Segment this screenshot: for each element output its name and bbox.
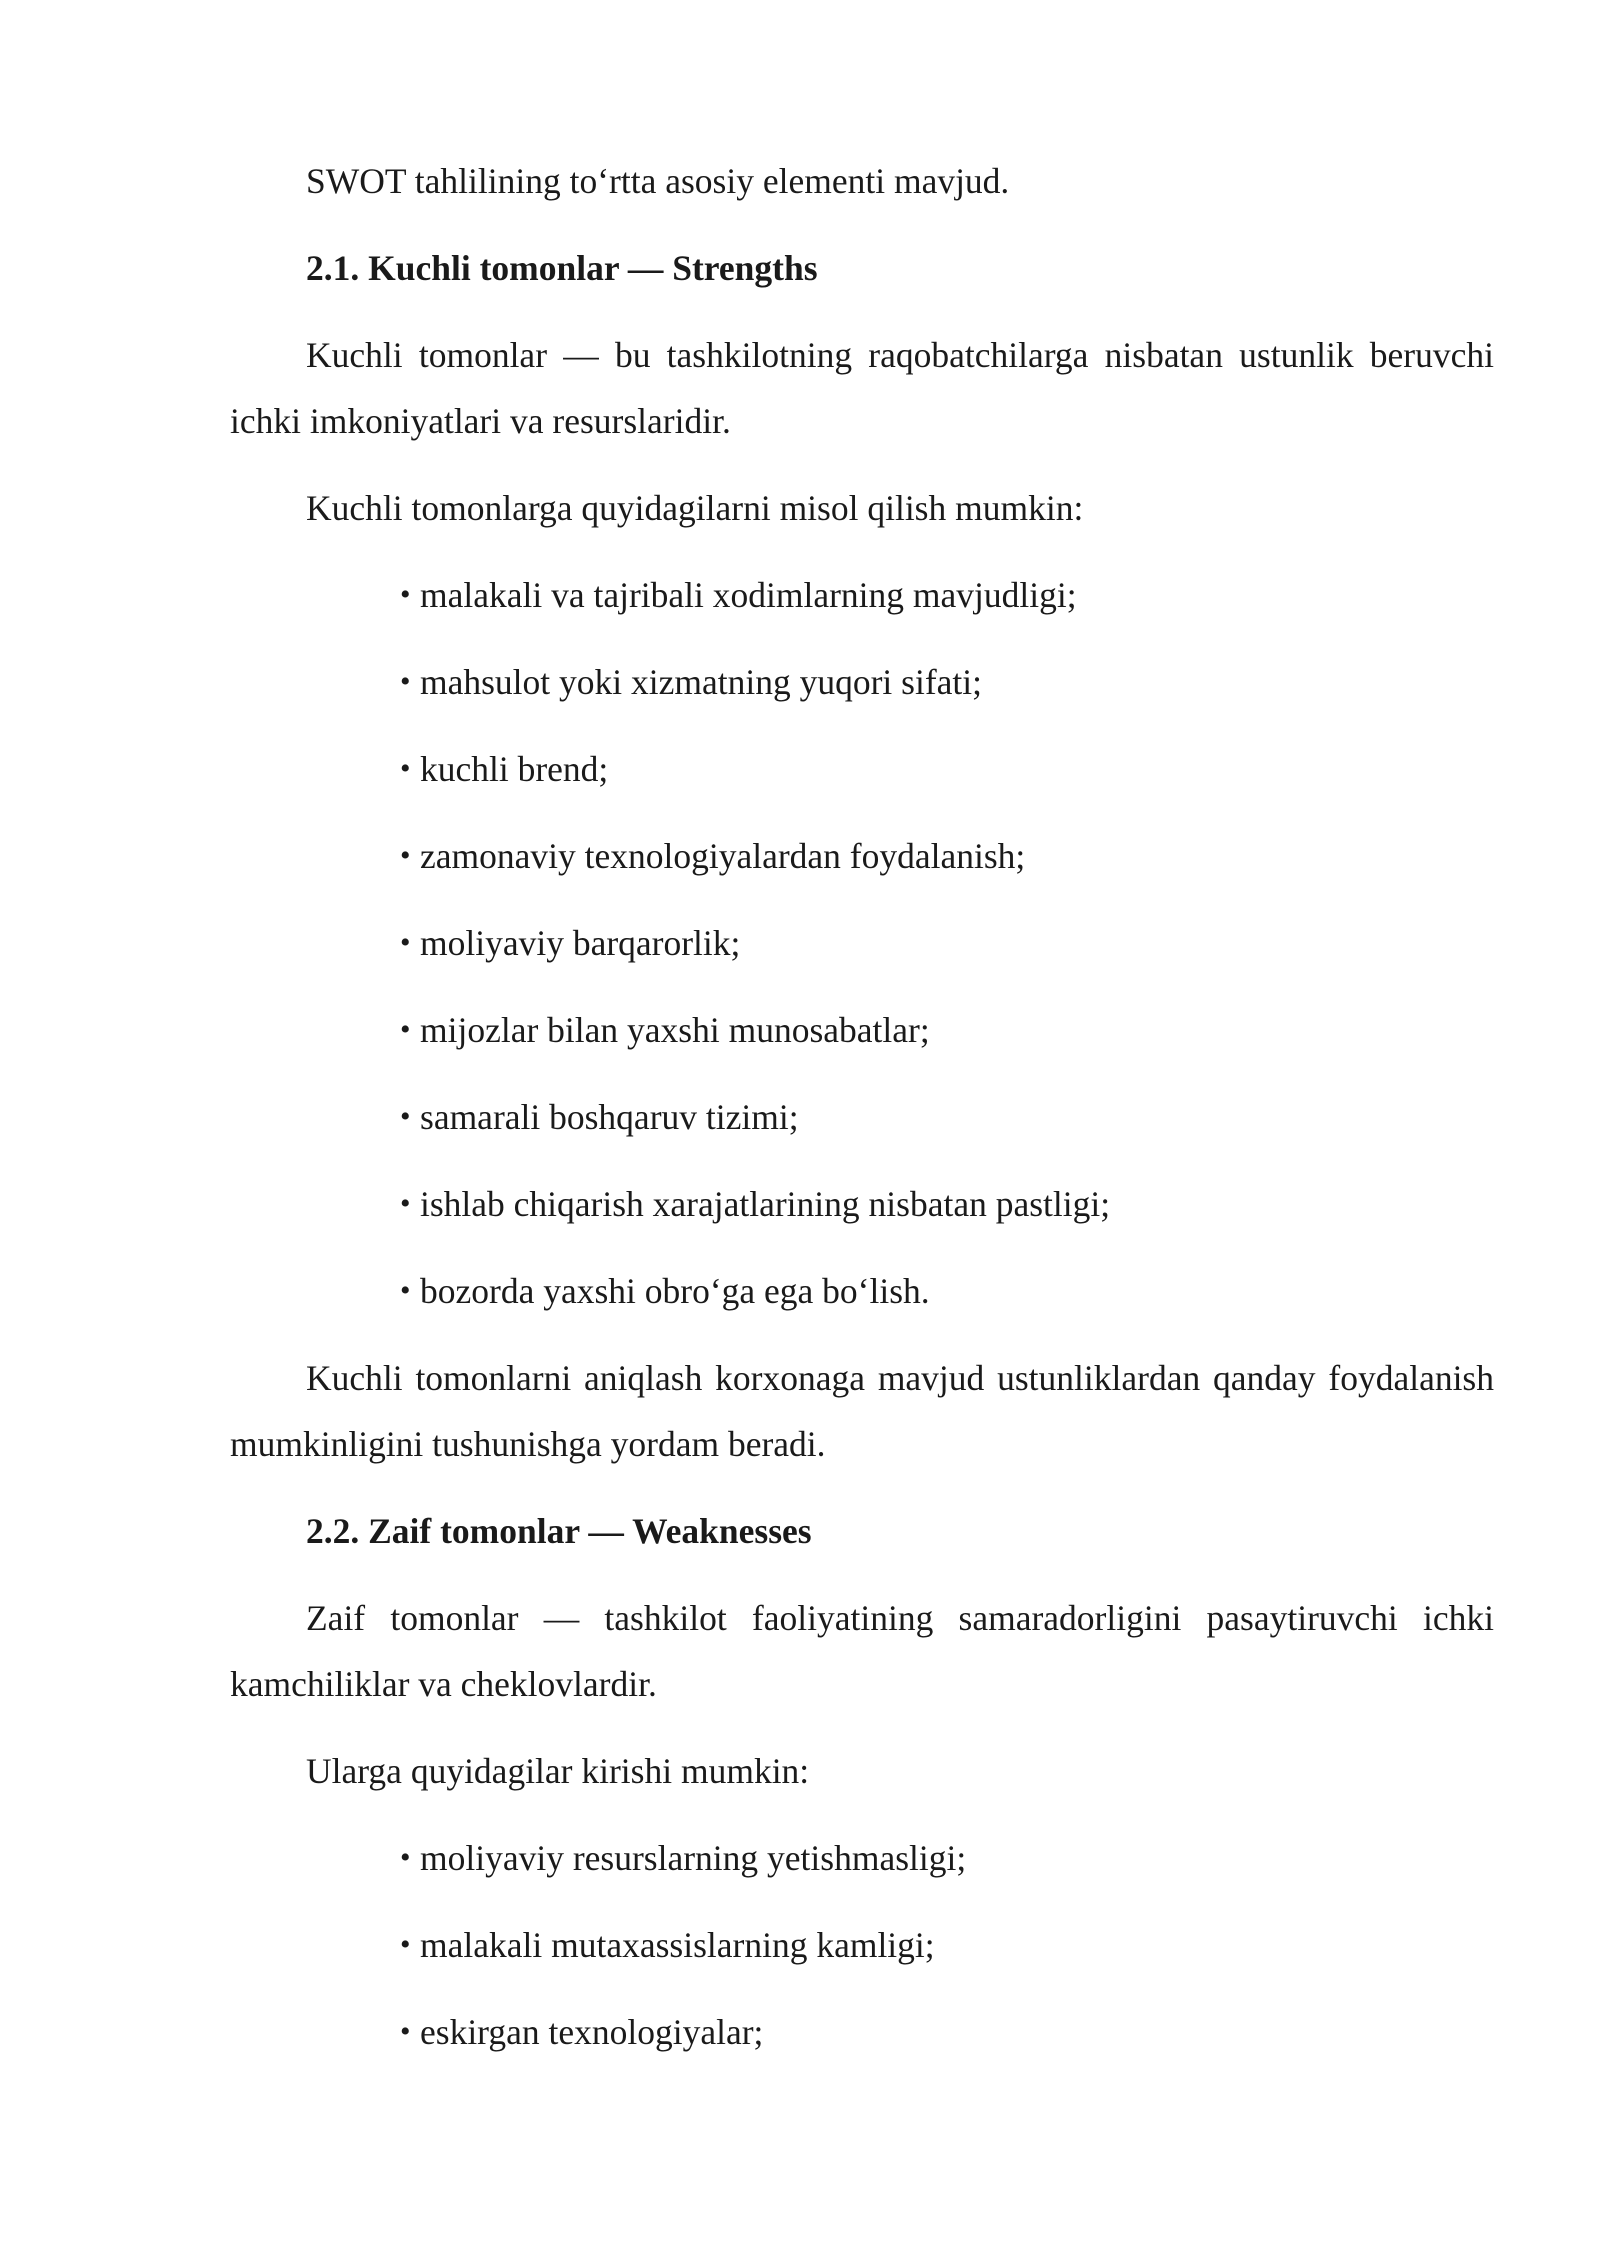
- list-item: [400, 1258, 1494, 1324]
- list-item: [400, 1825, 1494, 1891]
- weaknesses-definition: Zaif tomonlar — tashkilot faoliyatining samaradorligini pasaytiruvchi ichki kamchiliklar va cheklovlardir.: [230, 1598, 1494, 1704]
- bullet-icon: •: [400, 1013, 411, 1046]
- bullet-icon: •: [400, 926, 411, 959]
- bullet-icon: •: [400, 1100, 411, 1133]
- list-item-text: malakali va tajribali xodimlarning mavjudligi;: [420, 575, 1077, 615]
- list-item-text: malakali mutaxassislarning kamligi;: [420, 1925, 935, 1965]
- list-item: [400, 910, 1494, 976]
- bullet-icon: •: [400, 839, 411, 872]
- list-item-text: zamonaviy texnologiyalardan foydalanish;: [420, 836, 1026, 876]
- list-item: [400, 823, 1494, 889]
- bullet-icon: •: [400, 2015, 411, 2048]
- list-item: [400, 562, 1494, 628]
- list-item-text: moliyaviy resurslarning yetishmasligi;: [420, 1838, 967, 1878]
- bullet-icon: •: [400, 1928, 411, 1961]
- strengths-list: [230, 562, 1494, 1324]
- list-item: [400, 997, 1494, 1063]
- strengths-definition: Kuchli tomonlar — bu tashkilotning raqobatchilarga nisbatan ustunlik beruvchi ichki imkoniyatlari va resurslaridir.: [230, 335, 1494, 441]
- list-item: [400, 1171, 1494, 1237]
- list-item: [400, 1999, 1494, 2065]
- list-item-text: kuchli brend;: [420, 749, 609, 789]
- list-item: [400, 1912, 1494, 1978]
- weaknesses-lead: Ularga quyidagilar kirishi mumkin:: [306, 1751, 810, 1791]
- bullet-icon: •: [400, 665, 411, 698]
- strengths-lead: Kuchli tomonlarga quyidagilarni misol qilish mumkin:: [306, 488, 1084, 528]
- bullet-icon: •: [400, 578, 411, 611]
- list-item-text: mahsulot yoki xizmatning yuqori sifati;: [420, 662, 983, 702]
- list-item-text: eskirgan texnologiyalar;: [420, 2012, 764, 2052]
- list-item-text: mijozlar bilan yaxshi munosabatlar;: [420, 1010, 930, 1050]
- list-item-text: moliyaviy barqarorlik;: [420, 923, 741, 963]
- section-heading-strengths: 2.1. Kuchli tomonlar — Strengths: [306, 248, 818, 288]
- list-item-text: ishlab chiqarish xarajatlarining nisbatan pastligi;: [420, 1184, 1111, 1224]
- document-page: [230, 148, 1494, 2086]
- list-item: [400, 1084, 1494, 1150]
- bullet-icon: •: [400, 1841, 411, 1874]
- bullet-icon: •: [400, 1274, 411, 1307]
- list-item: [400, 736, 1494, 802]
- intro-paragraph: SWOT tahlilining to‘rtta asosiy elementi mavjud.: [306, 161, 1010, 201]
- weaknesses-list: [230, 1825, 1494, 2065]
- list-item-text: bozorda yaxshi obro‘ga ega bo‘lish.: [420, 1271, 930, 1311]
- bullet-icon: •: [400, 1187, 411, 1220]
- list-item-text: samarali boshqaruv tizimi;: [420, 1097, 799, 1137]
- section-heading-weaknesses: 2.2. Zaif tomonlar — Weaknesses: [306, 1511, 812, 1551]
- bullet-icon: •: [400, 752, 411, 785]
- list-item: [400, 649, 1494, 715]
- strengths-conclusion: Kuchli tomonlarni aniqlash korxonaga mavjud ustunliklardan qanday foydalanish mumkinligini tushunishga yordam beradi.: [230, 1358, 1494, 1464]
